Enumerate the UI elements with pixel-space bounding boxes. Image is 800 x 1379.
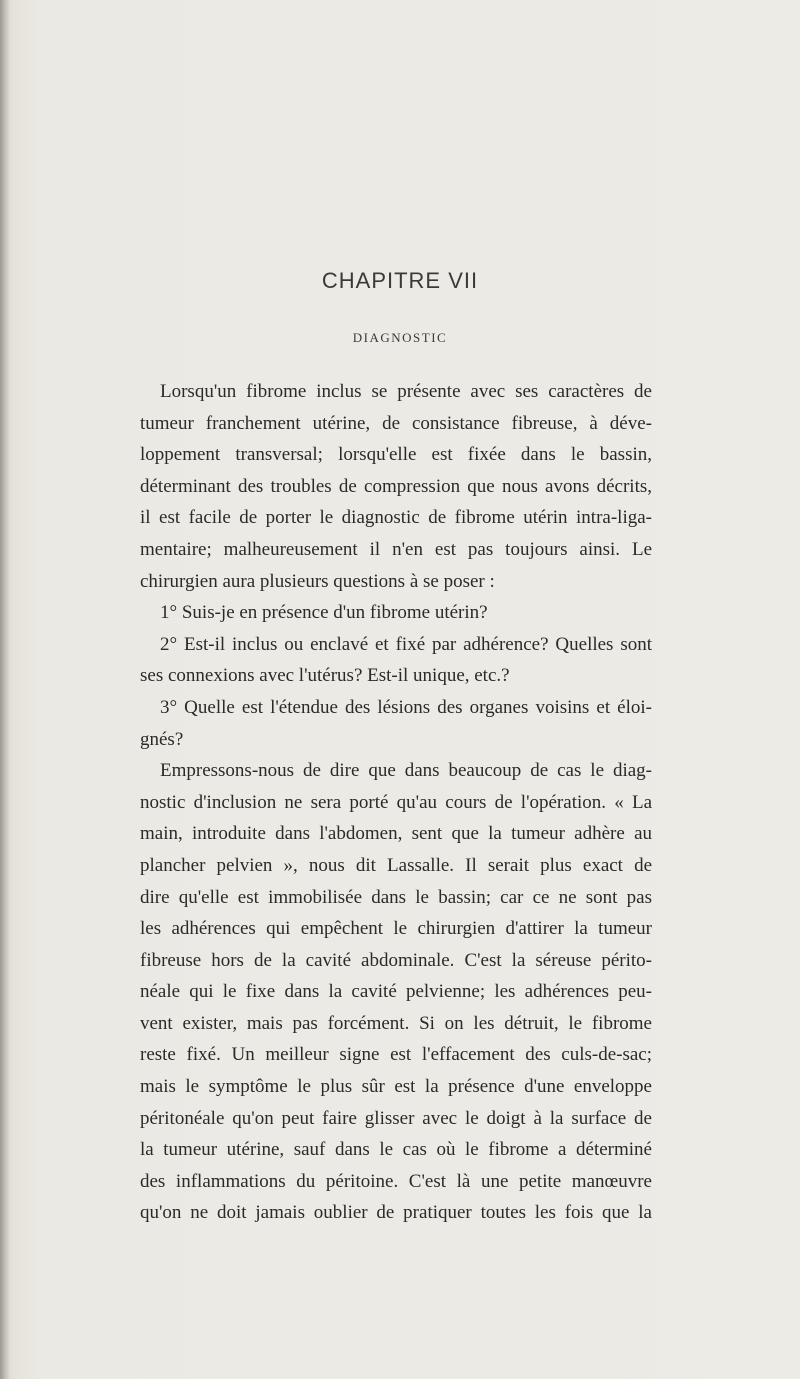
text-line: mais le symptôme le plus sûr est la présence d'une enveloppe — [140, 1076, 652, 1098]
text-line: 2° Est-il inclus ou enclavé et fixé par adhérence? Quelles sont — [160, 633, 652, 655]
text-line: dire qu'elle est immobilisée dans le bassin; car ce ne sont pas — [140, 886, 652, 908]
text-line: il est facile de porter le diagnostic de fibrome utérin intra-liga- — [140, 507, 652, 529]
text-line: reste fixé. Un meilleur signe est l'effacement des culs-de-sac; — [140, 1044, 652, 1066]
text-line: ses connexions avec l'utérus? Est-il unique, etc.? — [140, 665, 510, 687]
text-line: plancher pelvien », nous dit Lassalle. Il serait plus exact de — [140, 854, 652, 876]
text-line: mentaire; malheureusement il n'en est pas toujours ainsi. Le — [140, 538, 652, 560]
text-line: chirurgien aura plusieurs questions à se poser : — [140, 570, 495, 592]
section-title: DIAGNOSTIC — [352, 330, 448, 345]
text-line: Lorsqu'un fibrome inclus se présente avec ses caractères de — [160, 381, 652, 402]
page-binding-edge — [0, 0, 10, 1379]
text-line: la tumeur utérine, sauf dans le cas où le fibrome a déterminé — [140, 1139, 652, 1161]
text-line: vent exister, mais pas forcément. Si on les détruit, le fibrome — [140, 1012, 652, 1034]
text-line: les adhérences qui empêchent le chirurgien d'attirer la tumeur — [140, 918, 652, 940]
text-line: loppement transversal; lorsqu'elle est fixée dans le bassin, — [140, 444, 652, 466]
text-line: tumeur franchement utérine, de consistance fibreuse, à déve- — [140, 412, 652, 434]
text-line: péritonéale qu'on peut faire glisser avec le doigt à la surface de — [140, 1107, 652, 1129]
text-line: gnés? — [140, 728, 184, 750]
text-line: fibreuse hors de la cavité abdominale. C'est la séreuse périto- — [140, 949, 652, 971]
text-line: nostic d'inclusion ne sera porté qu'au cours de l'opération. « La — [140, 791, 652, 813]
text-line: main, introduite dans l'abdomen, sent que la tumeur adhère au — [140, 823, 652, 845]
chapter-title: CHAPITRE VII — [321, 268, 479, 293]
body-text — [140, 376, 652, 1229]
text-line: 1° Suis-je en présence d'un fibrome utérin? — [160, 602, 488, 624]
text-line: Empressons-nous de dire que dans beaucoup de cas le diag- — [160, 760, 652, 782]
text-line: 3° Quelle est l'étendue des lésions des organes voisins et éloi- — [160, 696, 652, 718]
text-line: néale qui le fixe dans la cavité pelvienne; les adhérences peu- — [140, 981, 652, 1003]
text-line: des inflammations du péritoine. C'est là une petite manœuvre — [140, 1170, 652, 1192]
text-line: déterminant des troubles de compression que nous avons décrits, — [140, 475, 652, 497]
text-line: qu'on ne doit jamais oublier de pratiquer toutes les fois que la — [140, 1202, 652, 1224]
